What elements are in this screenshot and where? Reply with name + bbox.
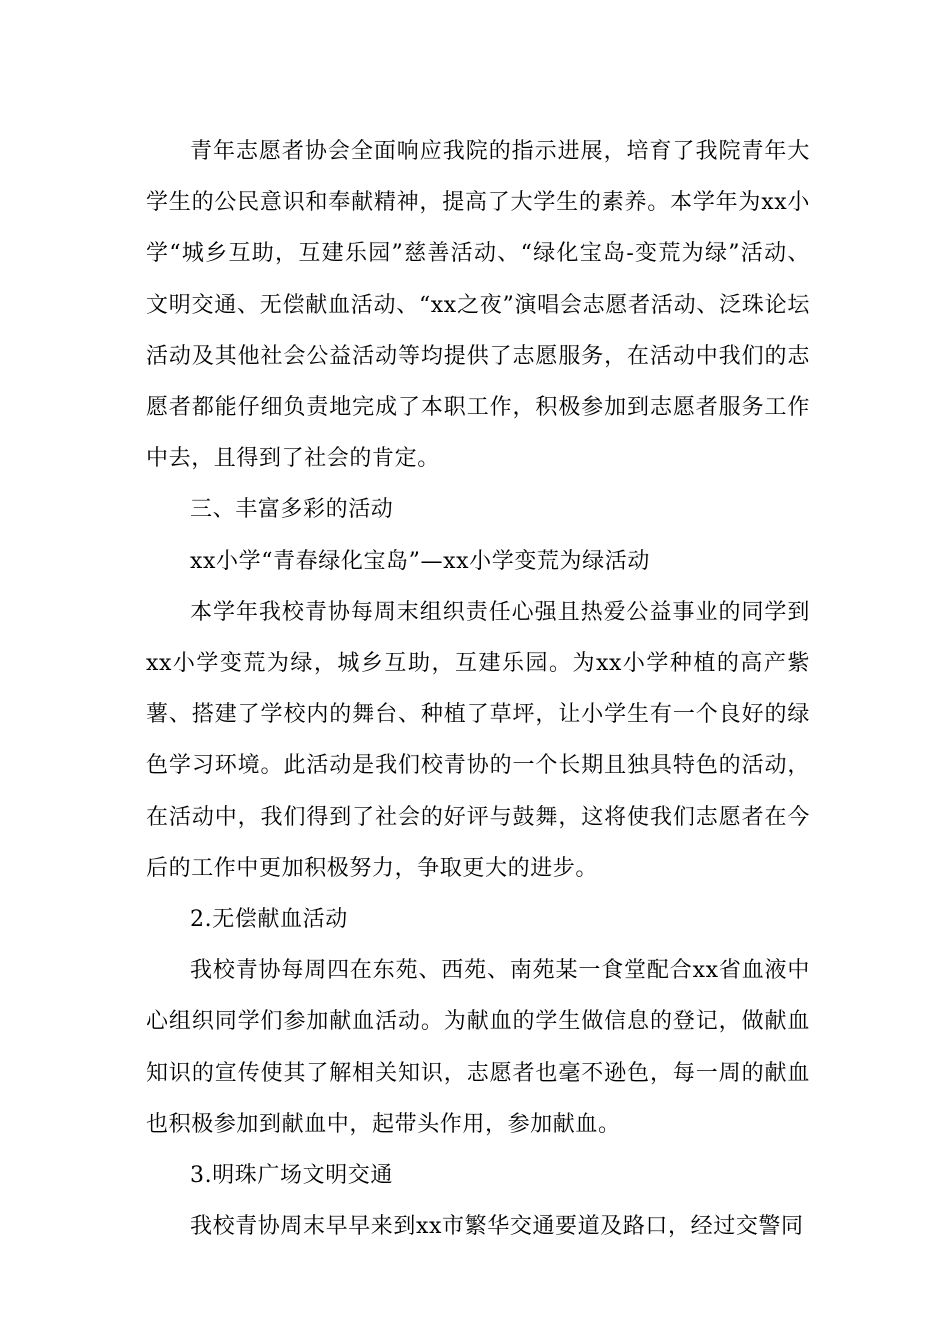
paragraph-blood-donation: 我校青协每周四在东苑、西苑、南苑某一食堂配合xx省血液中心组织同学们参加献血活动。为献血的学生做信息的登记，做献血知识的宣传使其了解相关知识，志愿者也毫不逊色，每一周的献血也积极参加到献血中，起带头作用，参加献血。 — [146, 958, 810, 1137]
subheading-greening-activity: xx小学“青春绿化宝岛”—xx小学变荒为绿活动 — [190, 548, 650, 574]
subheading-civilized-traffic: 3.明珠广场文明交通 — [190, 1163, 393, 1189]
section-heading-activities: 三、丰富多彩的活动 — [190, 497, 394, 523]
document-body — [146, 126, 810, 1252]
subheading-blood-donation: 2.无偿献血活动 — [190, 907, 348, 933]
paragraph-civilized-traffic: 我校青协周末早早来到xx市繁华交通要道及路口，经过交警同 — [190, 1214, 804, 1240]
paragraph-volunteer-association: 青年志愿者协会全面响应我院的指示进展，培育了我院青年大学生的公民意识和奉献精神，提高了大学生的素养。本学年为xx小学“城乡互助，互建乐园”慈善活动、“绿化宝岛-变荒为绿”活动、文明交通、无偿献血活动、“xx之夜”演唱会志愿者活动、泛珠论坛活动及其他社会公益活动等均提供了志愿服务，在活动中我们的志愿者都能仔细负责地完成了本职工作，积极参加到志愿者服务工作中去，且得到了社会的肯定。 — [146, 139, 810, 472]
paragraph-greening-activity: 本学年我校青协每周末组织责任心强且热爱公益事业的同学到xx小学变荒为绿，城乡互助，互建乐园。为xx小学种植的高产紫薯、搭建了学校内的舞台、种植了草坪，让小学生有一个良好的绿色学习环境。此活动是我们校青协的一个长期且独具特色的活动，在活动中，我们得到了社会的好评与鼓舞，这将使我们志愿者在今后的工作中更加积极努力，争取更大的进步。 — [146, 599, 810, 881]
